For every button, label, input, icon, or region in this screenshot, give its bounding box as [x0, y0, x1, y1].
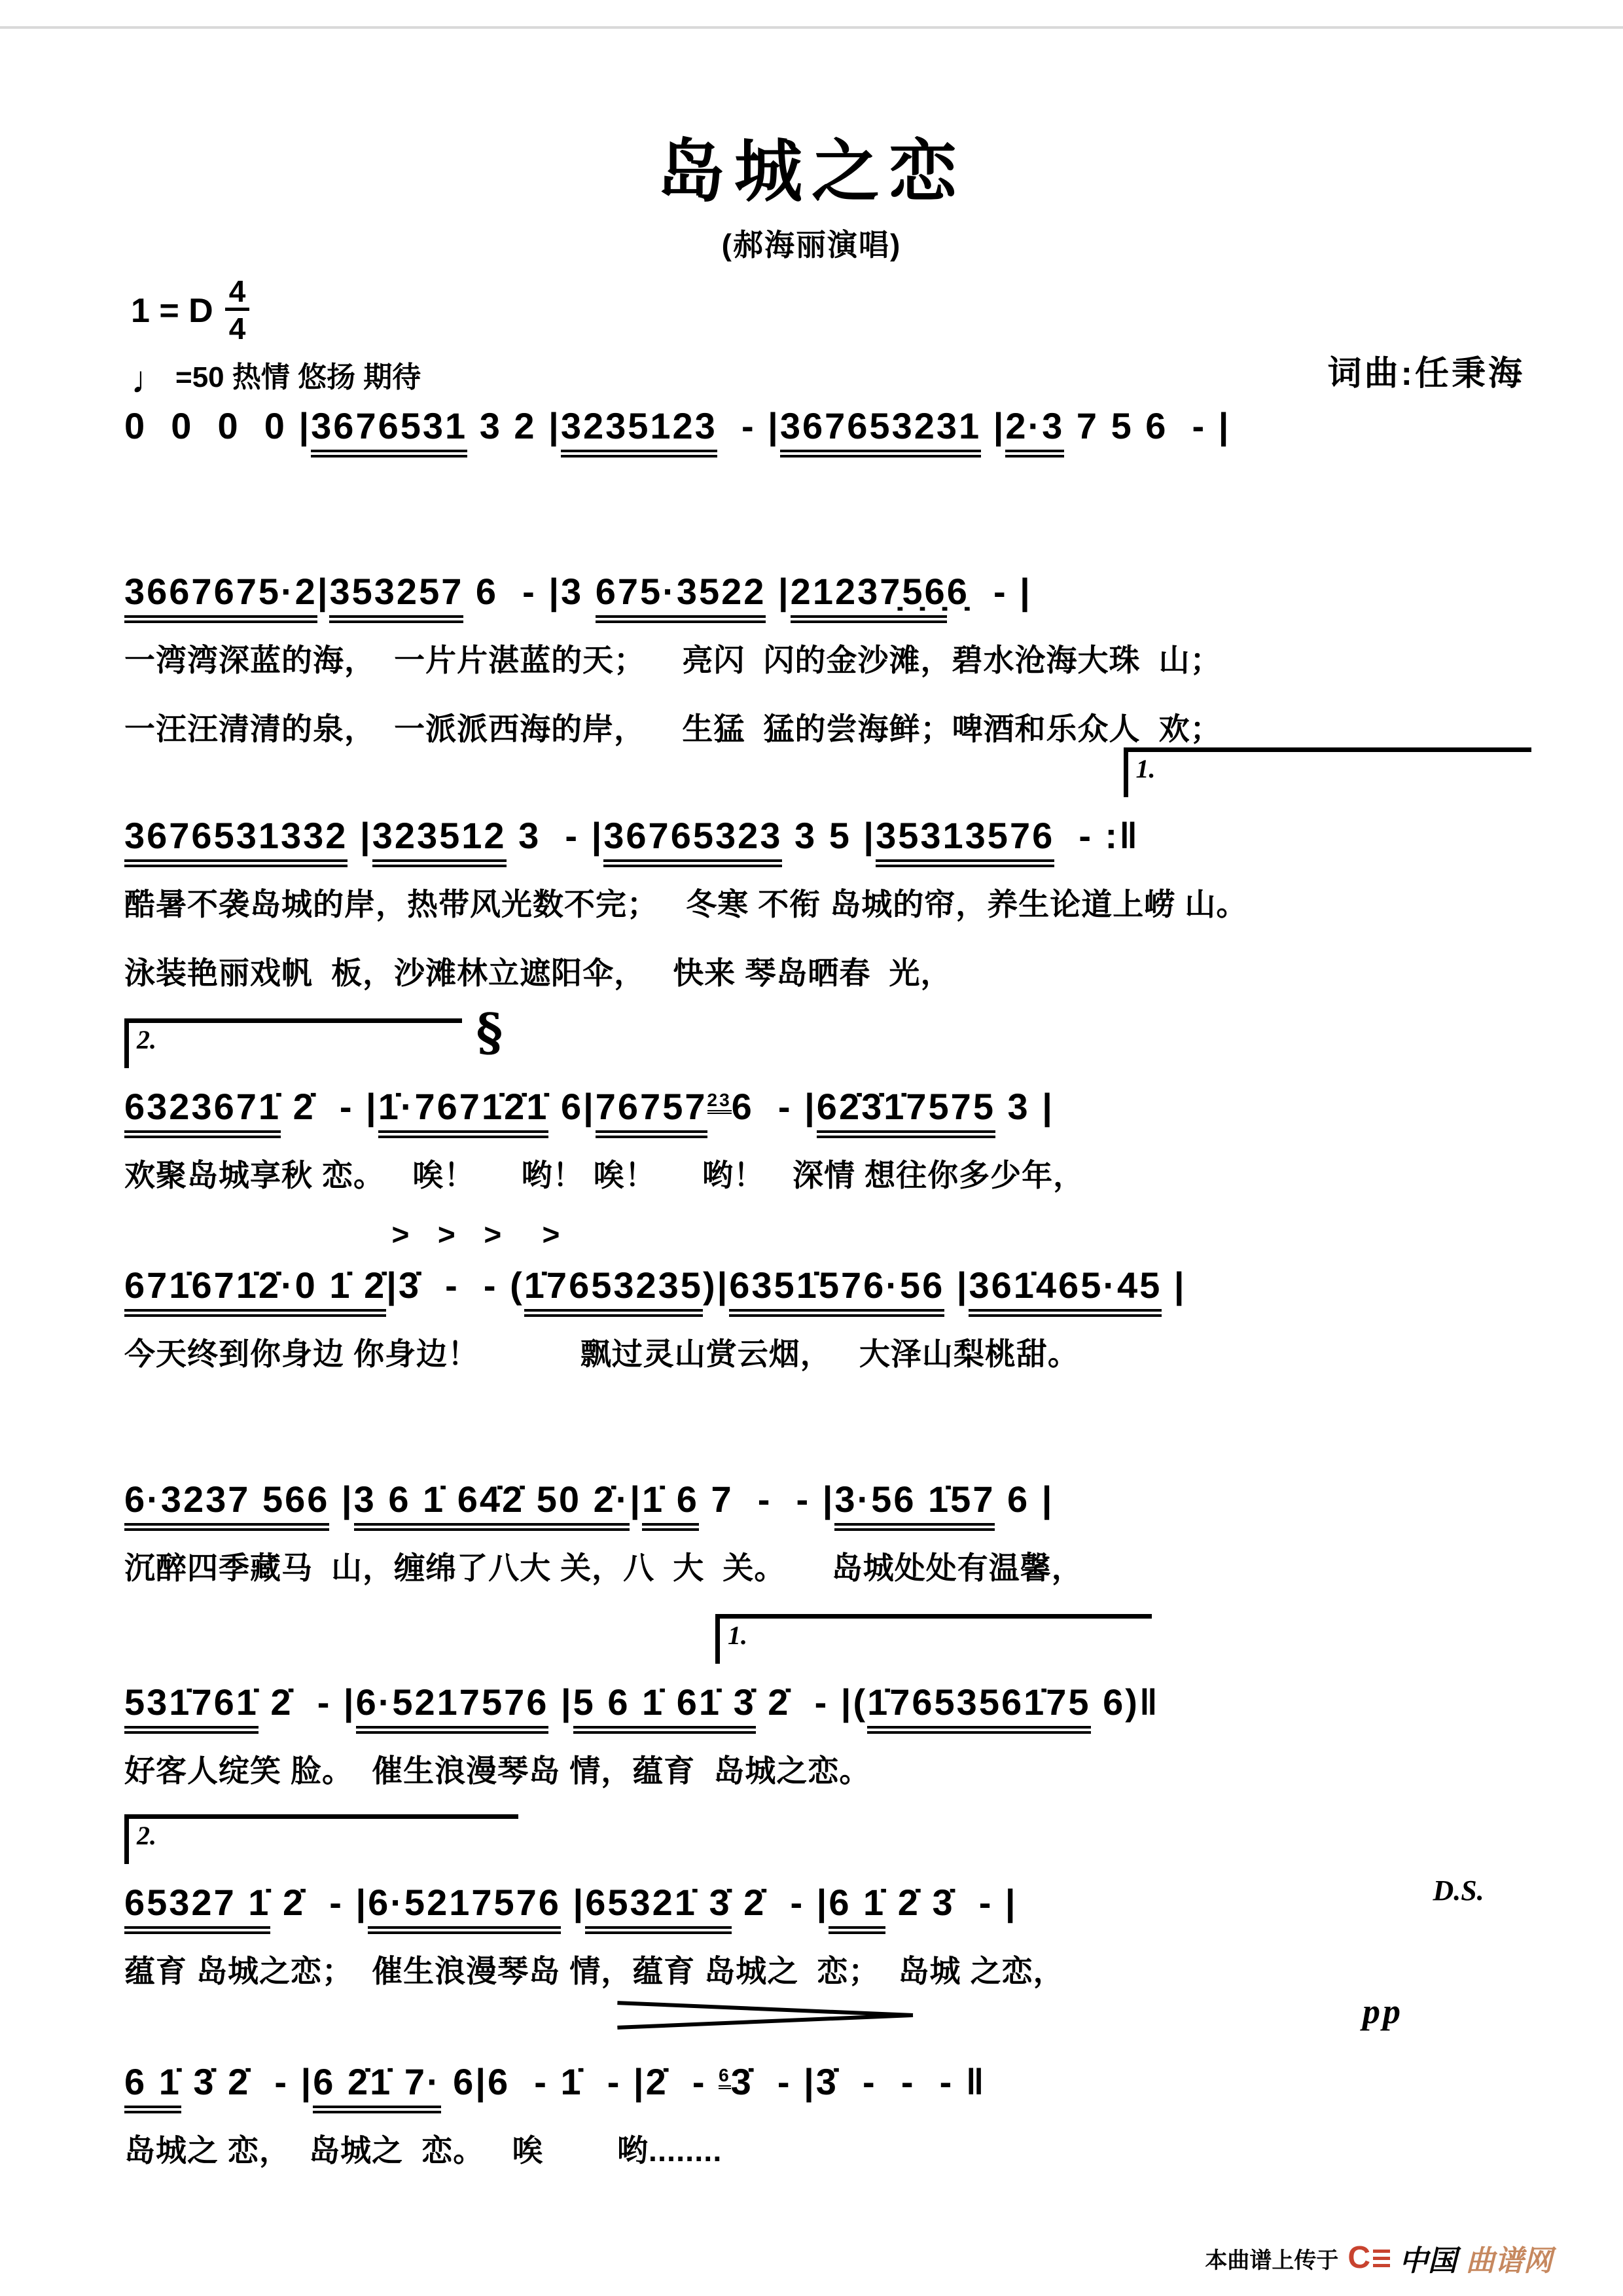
site-name-colored: 曲谱网 [1466, 2245, 1552, 2277]
page-top-rule [0, 26, 1623, 29]
beam-group: 6 1̇ [893, 1479, 950, 1531]
notes-line: 6323671̇ 2̇ - |1̇·7671̇2̇1̇ 6|76757$^{23}$6 - |62̇3̇1̇7575 3 | [124, 1081, 1531, 1126]
key-signature: 1 = D [131, 291, 213, 330]
beam-group: 1̇·7671̇ [378, 1086, 504, 1138]
beam-group: 36765 [780, 405, 892, 457]
notes-line: 6 1̇ 3̇ 2̇ - |6 2̇1̇ 7· 6|6 - 1̇ - |2̇ - $^6$3̇ - |3̇ - - - ‖ [124, 2056, 1531, 2102]
beam-group: 3235123 [561, 405, 717, 457]
beam-group: 531 [214, 815, 281, 867]
notes-line: 6·3237 566 |3 6 1̇ 64̇2̇ 50 2̇·|1̇ 6 7 - - |3·56 1̇57 6 | [124, 1474, 1531, 1519]
beam-group: 2123 [791, 571, 880, 623]
notes-line: 65327 1̇ 2̇ - |6·5217576 |65321̇ 3̇ 2̇ - |6 1̇ 2̇ 3̇ - | [124, 1877, 1531, 1922]
beam-group: 3676 [124, 815, 214, 867]
beam-group: 75 [906, 1086, 950, 1138]
beam-group: 675·3 [596, 571, 699, 623]
lyric-line-2: 一汪汪清清的泉， 一派派西海的岸， 生猛 猛的尝海鲜；啤酒和乐众人 欢； [124, 711, 1222, 746]
beam-group: 6·5 [356, 1681, 415, 1734]
beam-group: 6532 [124, 1882, 214, 1934]
beam-group: 62̇3̇1̇ [817, 1086, 906, 1138]
lyric-line-1: 岛城之 恋， 岛城之 恋。 唉 哟........ [124, 2132, 722, 2168]
beam-group: 7 566 [228, 1479, 329, 1531]
grace-notes: 23 [707, 1090, 732, 1114]
lyric-line-1: 酷暑不袭岛城的岸，热带风光数不完； 冬寒 不衔 岛城的帘，养生论道上崂 山。 [124, 886, 1248, 922]
beam-group: 7 1̇ [214, 1882, 271, 1934]
segno-mark: § [476, 1003, 503, 1062]
beam-group: 6 2̇ [313, 2061, 370, 2113]
accent-marks: > > > > [391, 1217, 564, 1251]
beam-group: 6532 [585, 1882, 675, 1934]
beam-group: 23 [738, 815, 782, 867]
beam-group: 6·3 [124, 1479, 183, 1531]
notes-line: 531̇761̇ 2̇ - |6·5217576 |5 6 1̇ 61̇ 3̇ 2̇ - |(1̇7653561̇75 6)‖ [124, 1677, 1531, 1722]
beam-group: 671̇ [191, 1265, 258, 1317]
beam-group: 5·45 [1080, 1265, 1162, 1317]
notation-system-5 [124, 1217, 1531, 1374]
site-name-black: 中国 [1399, 2245, 1457, 2277]
site-attribution [1205, 2237, 1552, 2279]
beam-group: 522 [699, 571, 766, 623]
lyric-line-1: 今天终到你身边 你身边！ 飘过灵山赏云烟， 大泽山梨桃甜。 [124, 1336, 1079, 1371]
beam-group: 12 [461, 815, 506, 867]
beam-group: 671̇ [124, 1265, 191, 1317]
key-time-signature [131, 275, 249, 346]
beam-group: 76757 [596, 1086, 707, 1138]
time-signature-numerator: 4 [225, 275, 250, 311]
beam-group: 531̇ [124, 1681, 191, 1734]
beam-group: 3676531 [311, 405, 467, 457]
volta-bracket-2: 2. [124, 1814, 518, 1864]
beam-group: 761̇ [191, 1681, 258, 1734]
beam-group: 217 [427, 1882, 493, 1934]
grace-notes: 6 [719, 2065, 731, 2089]
notation-system-8 [124, 1821, 1531, 1991]
beam-group: 332 [281, 815, 348, 867]
beam-group: 46 [1036, 1265, 1080, 1317]
volta-bracket-1: 1. [1124, 747, 1532, 797]
beam-group: 6·5 [368, 1882, 427, 1934]
notation-system-6 [124, 1474, 1531, 1588]
notes-line: 671̇671̇2̇·0 1̇ 2̇|3̇ - - (1̇7653235)|6351̇576·56 |361̇465·45 | [124, 1260, 1531, 1305]
beam-group: 57 [950, 1479, 995, 1531]
dynamic-pp: pp [1363, 1992, 1403, 2031]
beam-group: 1̇7653235 [524, 1265, 703, 1317]
beam-group: 675·2 [214, 571, 317, 623]
tempo-marking [131, 353, 421, 401]
beam-group: 1̇ 6 [642, 1479, 699, 1531]
logo-c-glyph: C [1347, 2240, 1370, 2276]
beam-group: 1̇ 3̇ [699, 1681, 756, 1734]
beam-group: 3531 [876, 815, 965, 867]
time-signature [225, 275, 250, 346]
beam-group: 6351̇ [729, 1265, 819, 1317]
song-title: 岛城之恋 [656, 131, 966, 211]
ds-mark: D.S. [1433, 1874, 1484, 1907]
beam-group: 57 [419, 571, 463, 623]
beam-group: 3561̇ [957, 1681, 1046, 1734]
beam-group: 75 [1046, 1681, 1090, 1734]
beam-group: 75 [951, 1086, 995, 1138]
volta-bracket-2: 2. [124, 1018, 462, 1068]
notes-line: 3667675·2|353257 6 - |3 675·3522 |21237̣5̣6̣6̣ - | [124, 566, 1531, 611]
beam-group: 2̇·0 1̇ 2̇ [259, 1265, 386, 1317]
beam-group: 3235 [372, 815, 462, 867]
beam-group: 5 6 1̇ 6 [573, 1681, 699, 1734]
beam-group: 2·3 [1005, 405, 1064, 457]
decrescendo-hairpin [617, 2000, 913, 2026]
beam-group: 217 [415, 1681, 482, 1734]
notes-line: 0 0 0 0 |3676531 3 2 |3235123 - |367653231 |2·3 7 5 6 - | [124, 401, 1531, 446]
beam-group: 576 [494, 1882, 561, 1934]
beam-group: 0 2̇· [559, 1479, 630, 1531]
notation-system-3 [124, 754, 1531, 993]
notation-system-9 [124, 1992, 1531, 2170]
beam-group: 6·56 [863, 1265, 944, 1317]
composer-credit: 词曲:任秉海 [1327, 355, 1525, 393]
beam-group: 1̇ 7· [370, 2061, 441, 2113]
beam-group: 53 [693, 815, 738, 867]
beam-group: 7̣5̣6̣ [880, 571, 946, 623]
site-logo-icon [1347, 2240, 1390, 2276]
lyric-line-1: 好客人绽笑 脸。 催生浪漫琴岛 情，蕴育 岛城之恋。 [124, 1753, 871, 1788]
beam-group: 361̇ [969, 1265, 1035, 1317]
notes-line: 3676531332 |323512 3 - |36765323 3 5 |35313576 - :‖ [124, 810, 1531, 855]
logo-lines-icon [1373, 2250, 1390, 2267]
beam-group: 1̇765 [867, 1681, 957, 1734]
beam-group: 6 1̇ [124, 2061, 181, 2113]
uploaded-by-text: 本曲谱上传于 [1205, 2248, 1339, 2273]
beam-group: 3·5 [834, 1479, 893, 1531]
beam-group: 3667 [124, 571, 214, 623]
beam-group: 2̇1̇ [504, 1086, 548, 1138]
beam-group: 3576 [965, 815, 1055, 867]
lyric-line-1: 一湾湾深蓝的海， 一片片湛蓝的天； 亮闪 闪的金沙滩，碧水沧海大珠 山； [124, 642, 1222, 677]
beam-group: 576 [482, 1681, 548, 1734]
beam-group: 671̇ [214, 1086, 281, 1138]
tempo-text: =50 热情 悠扬 期待 [175, 361, 421, 393]
beam-group: 1̇ 3̇ [675, 1882, 732, 1934]
beam-group: 57 [819, 1265, 863, 1317]
beam-group: 3532 [329, 571, 419, 623]
lyric-line-1: 沉醉四季藏马 山，缠绵了八大 关，八 大 关。 岛城处处有温馨， [124, 1550, 1083, 1585]
lyric-line-2: 泳装艳丽戏帆 板，沙滩林立遮阳伞， 快来 琴岛晒春 光， [124, 955, 952, 990]
performer-credit: (郝海丽演唱) [721, 228, 902, 262]
beam-group: 3 6 1̇ 6 [354, 1479, 480, 1531]
notation-system-4 [124, 1003, 1531, 1195]
time-signature-denominator: 4 [228, 312, 246, 346]
beam-group: 23 [183, 1479, 228, 1531]
beam-group: 6323 [124, 1086, 214, 1138]
beam-group: 4̇2̇ 5 [480, 1479, 559, 1531]
volta-bracket-1: 1. [715, 1614, 1152, 1664]
quarter-note-icon: ♩ [131, 358, 169, 401]
lyric-line-1: 欢聚岛城享秋 恋。 唉！ 哟！ 唉！ 哟！ 深情 想往你多少年， [124, 1157, 1085, 1193]
notation-system-1 [124, 401, 1531, 446]
notation-system-2 [124, 566, 1531, 749]
beam-group: 3676 [603, 815, 693, 867]
beam-group: 3231 [892, 405, 982, 457]
lyric-line-1: 蕴育 岛城之恋； 催生浪漫琴岛 情，蕴育 岛城之 恋； 岛城 之恋， [124, 1953, 1065, 1988]
beam-group: 6 1̇ [829, 1882, 885, 1934]
